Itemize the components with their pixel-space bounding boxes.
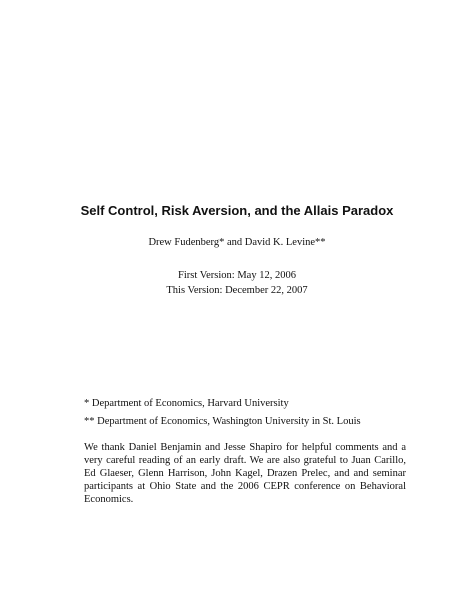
paper-title: Self Control, Risk Aversion, and the Allais Paradox xyxy=(80,203,394,218)
version-dates xyxy=(0,268,474,298)
first-version-date: First Version: May 12, 2006 xyxy=(178,270,296,281)
acknowledgment-paragraph: We thank Daniel Benjamin and Jesse Shapiro for helpful comments and a very careful reading of an early draft. We are also grateful to Juan Carillo, Ed Glaeser, Glenn Harrison, John Kagel, Drazen Prelec, and and seminar participants at Ohio State and the 2006 CEPR conference on Behavioral Economics. xyxy=(84,442,406,505)
affiliation-harvard: * Department of Economics, Harvard University xyxy=(84,398,289,409)
affiliation-washington: ** Department of Economics, Washington University in St. Louis xyxy=(84,416,361,427)
this-version-date: This Version: December 22, 2007 xyxy=(166,285,308,296)
author-line: Drew Fudenberg* and David K. Levine** xyxy=(148,237,326,248)
